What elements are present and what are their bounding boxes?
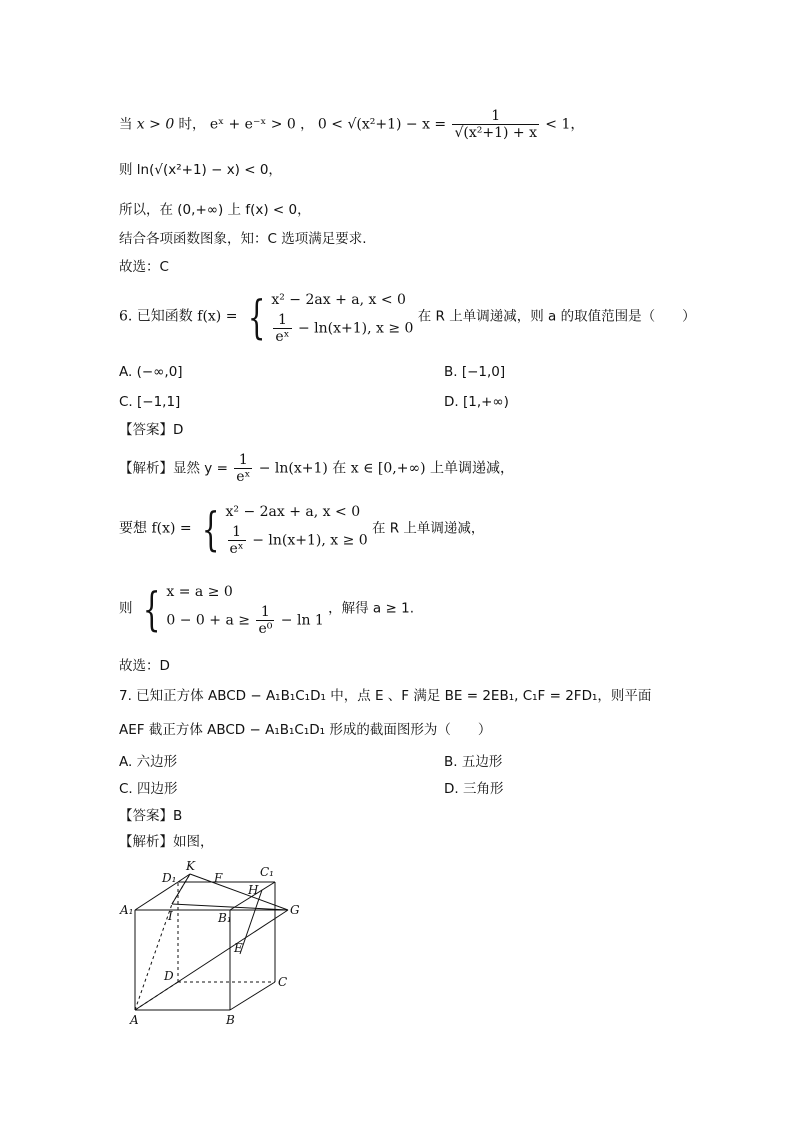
math: x > 0 — [136, 116, 175, 133]
option-c: C. [−1,1] — [119, 394, 181, 410]
label-B1: B₁ — [218, 911, 232, 925]
label-K: K — [186, 859, 195, 873]
math: < 1， — [545, 116, 585, 133]
denominator: e⁰ — [258, 621, 273, 637]
case-1: x² − 2ax + a, x < 0 — [225, 504, 361, 520]
analysis-6-line-2 — [119, 500, 484, 557]
numerator: 1 — [273, 312, 291, 329]
piecewise — [166, 580, 323, 637]
label-B: B — [226, 1013, 235, 1027]
text: ，解得 a ≥ 1. — [328, 600, 414, 617]
math: eˣ + e⁻ˣ > 0 — [209, 116, 296, 133]
numerator: 1 — [234, 452, 252, 469]
label-H: H — [248, 883, 259, 897]
text: 当 — [119, 116, 133, 133]
label-C1: C₁ — [260, 865, 274, 879]
denominator: eˣ — [275, 329, 290, 345]
case-2-rest: − ln(x+1), x ≥ 0 — [298, 320, 414, 337]
analysis-7: 【解析】如图， — [119, 834, 214, 850]
case-2 — [226, 524, 368, 557]
text: 【解析】显然 y = — [119, 460, 228, 477]
label-A1: A₁ — [120, 903, 134, 917]
option-a: A. (−∞,0] — [119, 364, 183, 380]
solution-line-2: 则 ln(√(x²+1) − x) < 0， — [119, 162, 282, 178]
label-D: D — [164, 969, 174, 983]
fraction — [234, 452, 252, 485]
label-A: A — [130, 1013, 139, 1027]
fraction — [452, 108, 539, 141]
text: 在 R 上单调递减， — [371, 520, 485, 537]
numerator: 1 — [452, 108, 539, 125]
label-D1: D₁ — [162, 871, 177, 885]
solution-line-4: 结合各项函数图象，知：C 选项满足要求. — [119, 231, 367, 247]
option-d: D. 三角形 — [444, 781, 504, 797]
cube-figure — [110, 852, 320, 1032]
option-c: C. 四边形 — [119, 781, 178, 797]
left-brace: { — [247, 289, 266, 344]
piecewise — [226, 500, 368, 557]
text: ， — [300, 116, 314, 133]
question-7-stem-2: AEF 截正方体 ABCD − A₁B₁C₁D₁ 形成的截面图形为（ ） — [119, 722, 492, 738]
line-AG — [135, 910, 288, 1010]
math: 0 − 0 + a ≥ — [166, 612, 250, 629]
math: 0 < √(x²+1) − x = — [317, 116, 447, 133]
math: − ln 1 — [280, 612, 324, 629]
answer-7: 【答案】B — [119, 808, 183, 824]
case-1: x² − 2ax + a, x < 0 — [271, 292, 406, 308]
line-IG — [172, 904, 288, 910]
case-2 — [166, 604, 323, 637]
stem-prefix: 6. 已知函数 f(x) = — [119, 308, 238, 325]
text: 则 — [119, 600, 133, 617]
solution-line-3: 所以，在 (0,+∞) 上 f(x) < 0， — [119, 202, 311, 218]
edge-BC — [230, 982, 275, 1010]
option-d: D. [1,+∞) — [444, 394, 509, 410]
line-EH — [240, 890, 262, 954]
line-D1K — [178, 874, 190, 882]
edge-AD — [135, 982, 178, 1010]
analysis-6-line-3 — [119, 580, 414, 637]
left-brace: { — [201, 501, 220, 556]
numerator: 1 — [228, 524, 246, 541]
label-F: F — [214, 871, 223, 885]
solution-line-5: 故选：C — [119, 259, 169, 275]
fraction — [256, 604, 274, 637]
fraction — [273, 312, 291, 345]
question-7-stem-1: 7. 已知正方体 ABCD − A₁B₁C₁D₁ 中，点 E 、F 满足 BE = 2EB₁, C₁F = 2FD₁，则平面 — [119, 688, 652, 704]
text: 要想 f(x) = — [119, 520, 192, 537]
label-C: C — [278, 975, 288, 989]
option-b: B. [−1,0] — [444, 364, 506, 380]
analysis-6-line-1 — [119, 452, 514, 485]
piecewise — [271, 288, 413, 345]
left-brace: { — [142, 581, 161, 636]
fraction — [228, 524, 246, 557]
line-AI — [135, 904, 172, 1010]
answer-6: 【答案】D — [119, 422, 184, 438]
solution-line-1 — [119, 108, 584, 141]
case-2-rest: − ln(x+1), x ≥ 0 — [252, 532, 368, 549]
math: − ln(x+1) 在 x ∈ [0,+∞) 上单调递减， — [258, 460, 515, 477]
text: 时， — [178, 116, 206, 133]
case-2 — [271, 312, 413, 345]
numerator: 1 — [256, 604, 274, 621]
option-b: B. 五边形 — [444, 754, 503, 770]
option-a: A. 六边形 — [119, 754, 178, 770]
label-I: I — [168, 909, 173, 923]
choose-6: 故选：D — [119, 658, 170, 674]
label-E: E — [234, 941, 243, 955]
denominator: eˣ — [236, 469, 251, 485]
denominator: eˣ — [229, 541, 244, 557]
question-6-stem — [119, 288, 696, 345]
label-G: G — [290, 903, 300, 917]
case-1: x = a ≥ 0 — [166, 584, 233, 600]
stem-suffix: 在 R 上单调递减，则 a 的取值范围是（ ） — [417, 308, 696, 325]
denominator: √(x²+1) + x — [454, 125, 537, 141]
